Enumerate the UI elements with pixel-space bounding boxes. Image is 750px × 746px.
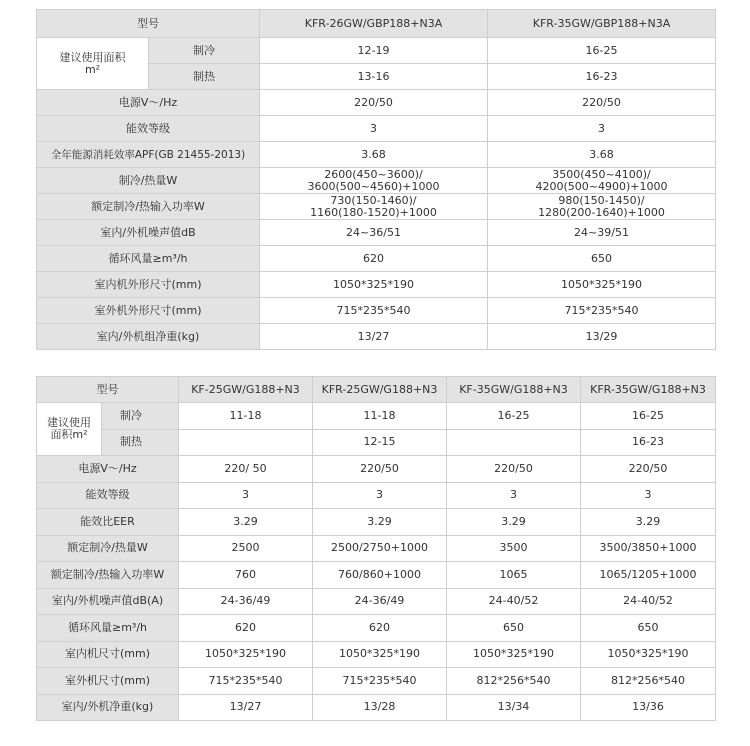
table-row <box>37 116 716 142</box>
table-row <box>37 246 716 272</box>
table-row <box>37 668 716 695</box>
spec-table-1 <box>36 9 716 350</box>
table-cell: 620 <box>179 615 313 642</box>
table-cell: 3.29 <box>179 509 313 536</box>
table-row <box>37 90 716 116</box>
heating-label: 制热 <box>102 429 179 456</box>
table-cell: 13-16 <box>260 64 488 90</box>
table-cell: 760/860+1000 <box>313 562 447 589</box>
table-cell: 1050*325*190 <box>313 641 447 668</box>
table-cell: 16-23 <box>581 429 716 456</box>
table-cell: 2500/2750+1000 <box>313 535 447 562</box>
table-row <box>37 220 716 246</box>
table-header-row <box>37 377 716 403</box>
model-name: KF-35GW/G188+N3 <box>447 377 581 403</box>
table-row <box>37 641 716 668</box>
table-cell: 980(150-1450)/ 1280(200-1640)+1000 <box>488 194 716 220</box>
table-cell: 3500 <box>447 535 581 562</box>
table-cell: 650 <box>581 615 716 642</box>
table-cell: 715*235*540 <box>313 668 447 695</box>
table-cell: 715*235*540 <box>179 668 313 695</box>
table-cell: 620 <box>313 615 447 642</box>
area-label: 建议使用面积m² <box>37 403 102 456</box>
table-cell: 13/29 <box>488 324 716 350</box>
table-cell: 13/28 <box>313 694 447 721</box>
row-label: 室内/外机净重(kg) <box>37 694 179 721</box>
table-cell: 220/50 <box>260 90 488 116</box>
table-cell: 760 <box>179 562 313 589</box>
model-name: KF-25GW/G188+N3 <box>179 377 313 403</box>
table-cell: 3500/3850+1000 <box>581 535 716 562</box>
table-cell: 220/50 <box>447 456 581 483</box>
cooling-label: 制冷 <box>149 38 260 64</box>
row-label: 能效等级 <box>37 116 260 142</box>
table-cell: 3 <box>313 482 447 509</box>
model-header: 型号 <box>37 377 179 403</box>
table-cell: 220/50 <box>581 456 716 483</box>
table-cell: 13/36 <box>581 694 716 721</box>
row-label: 室内机尺寸(mm) <box>37 641 179 668</box>
table-row <box>37 615 716 642</box>
table-cell: 3 <box>488 116 716 142</box>
table-cell: 3 <box>447 482 581 509</box>
row-label: 额定制冷/热输入功率W <box>37 194 260 220</box>
table-cell: 220/50 <box>488 90 716 116</box>
table-cell: 16-25 <box>447 403 581 430</box>
table-cell: 24-40/52 <box>581 588 716 615</box>
row-label: 额定制冷/热输入功率W <box>37 562 179 589</box>
row-label: 循环风量≥m³/h <box>37 246 260 272</box>
table-row <box>37 429 716 456</box>
table-cell: 3.29 <box>447 509 581 536</box>
row-label: 室内/外机噪声值dB(A) <box>37 588 179 615</box>
table-cell: 24~39/51 <box>488 220 716 246</box>
model-name: KFR-35GW/G188+N3 <box>581 377 716 403</box>
table-row <box>37 562 716 589</box>
model-header: 型号 <box>37 10 260 38</box>
table-cell: 3.68 <box>260 142 488 168</box>
row-label: 室外机外形尺寸(mm) <box>37 298 260 324</box>
table-cell: 715*235*540 <box>260 298 488 324</box>
row-label: 电源V～/Hz <box>37 90 260 116</box>
table-row <box>37 194 716 220</box>
table-row <box>37 298 716 324</box>
table-cell: 1050*325*190 <box>581 641 716 668</box>
table-cell: 11-18 <box>179 403 313 430</box>
table-cell: 16-25 <box>581 403 716 430</box>
table-row <box>37 38 716 64</box>
table-row <box>37 694 716 721</box>
table-row <box>37 509 716 536</box>
model-name: KFR-25GW/G188+N3 <box>313 377 447 403</box>
table-row <box>37 142 716 168</box>
table-cell: 1050*325*190 <box>179 641 313 668</box>
table-cell <box>447 429 581 456</box>
spec-table-2 <box>36 376 716 721</box>
table-cell: 3.68 <box>488 142 716 168</box>
table-cell: 3500(450~4100)/ 4200(500~4900)+1000 <box>488 168 716 194</box>
table-cell <box>179 429 313 456</box>
table-row <box>37 535 716 562</box>
table-cell: 11-18 <box>313 403 447 430</box>
table-cell: 16-23 <box>488 64 716 90</box>
table-cell: 1050*325*190 <box>260 272 488 298</box>
table-cell: 12-15 <box>313 429 447 456</box>
table-cell: 812*256*540 <box>447 668 581 695</box>
row-label: 电源V～/Hz <box>37 456 179 483</box>
row-label: 室内/外机组净重(kg) <box>37 324 260 350</box>
model-name: KFR-26GW/GBP188+N3A <box>260 10 488 38</box>
table-cell: 24-36/49 <box>313 588 447 615</box>
table-cell: 24~36/51 <box>260 220 488 246</box>
table-cell: 3 <box>581 482 716 509</box>
table-cell: 3 <box>179 482 313 509</box>
table-cell: 3.29 <box>581 509 716 536</box>
table-cell: 650 <box>447 615 581 642</box>
row-label: 全年能源消耗效率APF(GB 21455-2013) <box>37 142 260 168</box>
table-cell: 715*235*540 <box>488 298 716 324</box>
table-row <box>37 324 716 350</box>
table-cell: 650 <box>488 246 716 272</box>
table-row <box>37 272 716 298</box>
table-row <box>37 588 716 615</box>
table-cell: 13/27 <box>179 694 313 721</box>
table-cell: 24-40/52 <box>447 588 581 615</box>
row-label: 制冷/热量W <box>37 168 260 194</box>
row-label: 室外机尺寸(mm) <box>37 668 179 695</box>
table-cell: 13/34 <box>447 694 581 721</box>
table-cell: 730(150-1460)/ 1160(180-1520)+1000 <box>260 194 488 220</box>
cooling-label: 制冷 <box>102 403 179 430</box>
table-cell: 12-19 <box>260 38 488 64</box>
table-cell: 1050*325*190 <box>447 641 581 668</box>
table-cell: 1050*325*190 <box>488 272 716 298</box>
table-cell: 1065 <box>447 562 581 589</box>
table-cell: 1065/1205+1000 <box>581 562 716 589</box>
table-cell: 3 <box>260 116 488 142</box>
heating-label: 制热 <box>149 64 260 90</box>
area-label: 建议使用面积m² <box>37 38 149 90</box>
row-label: 能效比EER <box>37 509 179 536</box>
table-cell: 220/50 <box>313 456 447 483</box>
table-cell: 13/27 <box>260 324 488 350</box>
row-label: 室内机外形尺寸(mm) <box>37 272 260 298</box>
table-cell: 2500 <box>179 535 313 562</box>
row-label: 额定制冷/热量W <box>37 535 179 562</box>
table-header-row <box>37 10 716 38</box>
table-cell: 24-36/49 <box>179 588 313 615</box>
row-label: 循环风量≥m³/h <box>37 615 179 642</box>
row-label: 能效等级 <box>37 482 179 509</box>
model-name: KFR-35GW/GBP188+N3A <box>488 10 716 38</box>
table-row <box>37 168 716 194</box>
table-row <box>37 482 716 509</box>
table-cell: 620 <box>260 246 488 272</box>
table-row <box>37 403 716 430</box>
table-cell: 3.29 <box>313 509 447 536</box>
row-label: 室内/外机噪声值dB <box>37 220 260 246</box>
table-row <box>37 456 716 483</box>
table-cell: 16-25 <box>488 38 716 64</box>
table-cell: 220/ 50 <box>179 456 313 483</box>
table-cell: 812*256*540 <box>581 668 716 695</box>
table-cell: 2600(450~3600)/ 3600(500~4560)+1000 <box>260 168 488 194</box>
